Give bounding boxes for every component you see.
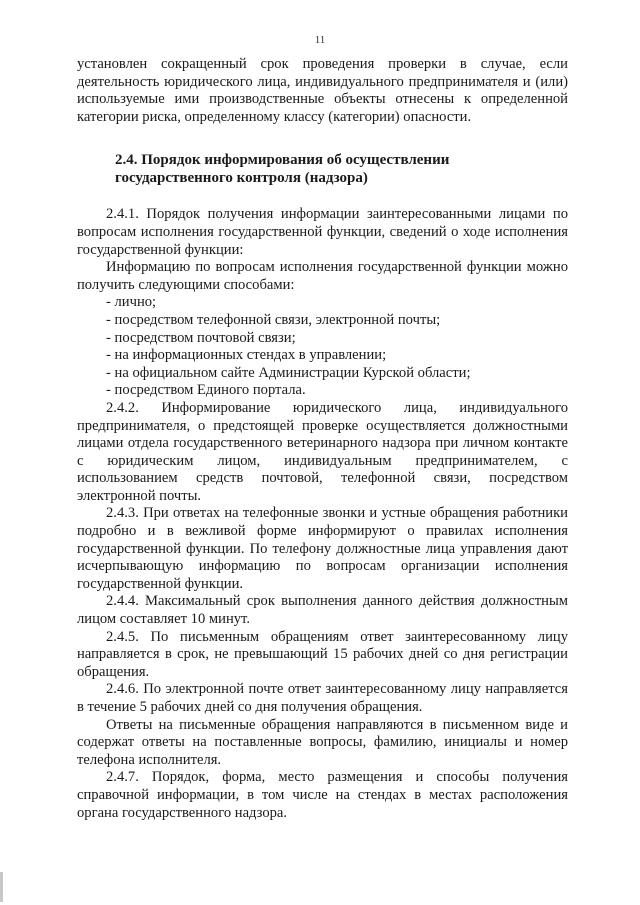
page-number: 11 bbox=[314, 34, 326, 46]
list-item: - посредством Единого портала. bbox=[106, 382, 306, 399]
paragraph-2-4-3: 2.4.3. При ответах на телефонные звонки и устные обращения работники подробно и в вежливой форме информируют о правилах исполнения государственной функции. По телефону должностные лица управления дают исчерпывающую информацию по вопросам организации исполнения государственной функции. bbox=[77, 505, 568, 592]
intro-paragraph: установлен сокращенный срок проведения проверки в случае, если деятельность юридического лица, индивидуального предпринимателя и (или) используемые ими производственные объекты отнесены к определенной категории риска, определенному классу (категории) опасности. bbox=[77, 56, 568, 125]
paragraph-2-4-2: 2.4.2. Информирование юридического лица, индивидуального предпринимателя, о предстоящей проверке осуществляется должностными лицами отдела государственного ветеринарного надзора при личном контакте с юридическим лицом, индивидуальным предпринимателем, с использованием средств почтовой, телефонной связи, посредством электронной почты. bbox=[77, 399, 568, 504]
section-heading bbox=[77, 151, 568, 187]
paragraph-2-4-1: 2.4.1. Порядок получения информации заинтересованными лицами по вопросам исполнения государственной функции, сведений о ходе исполнения государственной функции: bbox=[77, 206, 568, 258]
paragraph-info-methods: Информацию по вопросам исполнения государственной функции можно получить следующими способами: bbox=[77, 259, 568, 293]
paragraph-2-4-7: 2.4.7. Порядок, форма, место размещения и способы получения справочной информации, в том числе на стендах в местах расположения органа государственного надзора. bbox=[77, 769, 568, 821]
section-title-line-2: государственного контроля (надзора) bbox=[115, 170, 368, 187]
paragraph-answers: Ответы на письменные обращения направляются в письменном виде и содержат ответы на поставленные вопросы, фамилию, инициалы и номер телефона исполнителя. bbox=[77, 716, 568, 768]
list-item: - посредством телефонной связи, электронной почты; bbox=[106, 311, 441, 328]
info-methods-list bbox=[77, 294, 568, 400]
list-item: - на информационных стендах в управлении; bbox=[106, 347, 387, 364]
paragraph-2-4-5: 2.4.5. По письменным обращениям ответ заинтересованному лицу направляется в срок, не превышающий 15 рабочих дней со дня регистрации обращения. bbox=[77, 628, 568, 680]
paragraph-2-4-4: 2.4.4. Максимальный срок выполнения данного действия должностным лицом составляет 10 минут. bbox=[77, 593, 568, 628]
paragraph-2-4-6: 2.4.6. По электронной почте ответ заинтересованному лицу направляется в течение 5 рабочих дней со дня получения обращения. bbox=[77, 681, 568, 715]
scan-edge-mark bbox=[0, 872, 3, 902]
document-body bbox=[77, 56, 568, 822]
list-item: - посредством почтовой связи; bbox=[106, 329, 296, 346]
list-item: - на официальном сайте Администрации Курской области; bbox=[106, 364, 471, 381]
list-item: - лично; bbox=[106, 294, 157, 311]
section-title-line-1: 2.4. Порядок информирования об осуществлении bbox=[115, 152, 450, 169]
